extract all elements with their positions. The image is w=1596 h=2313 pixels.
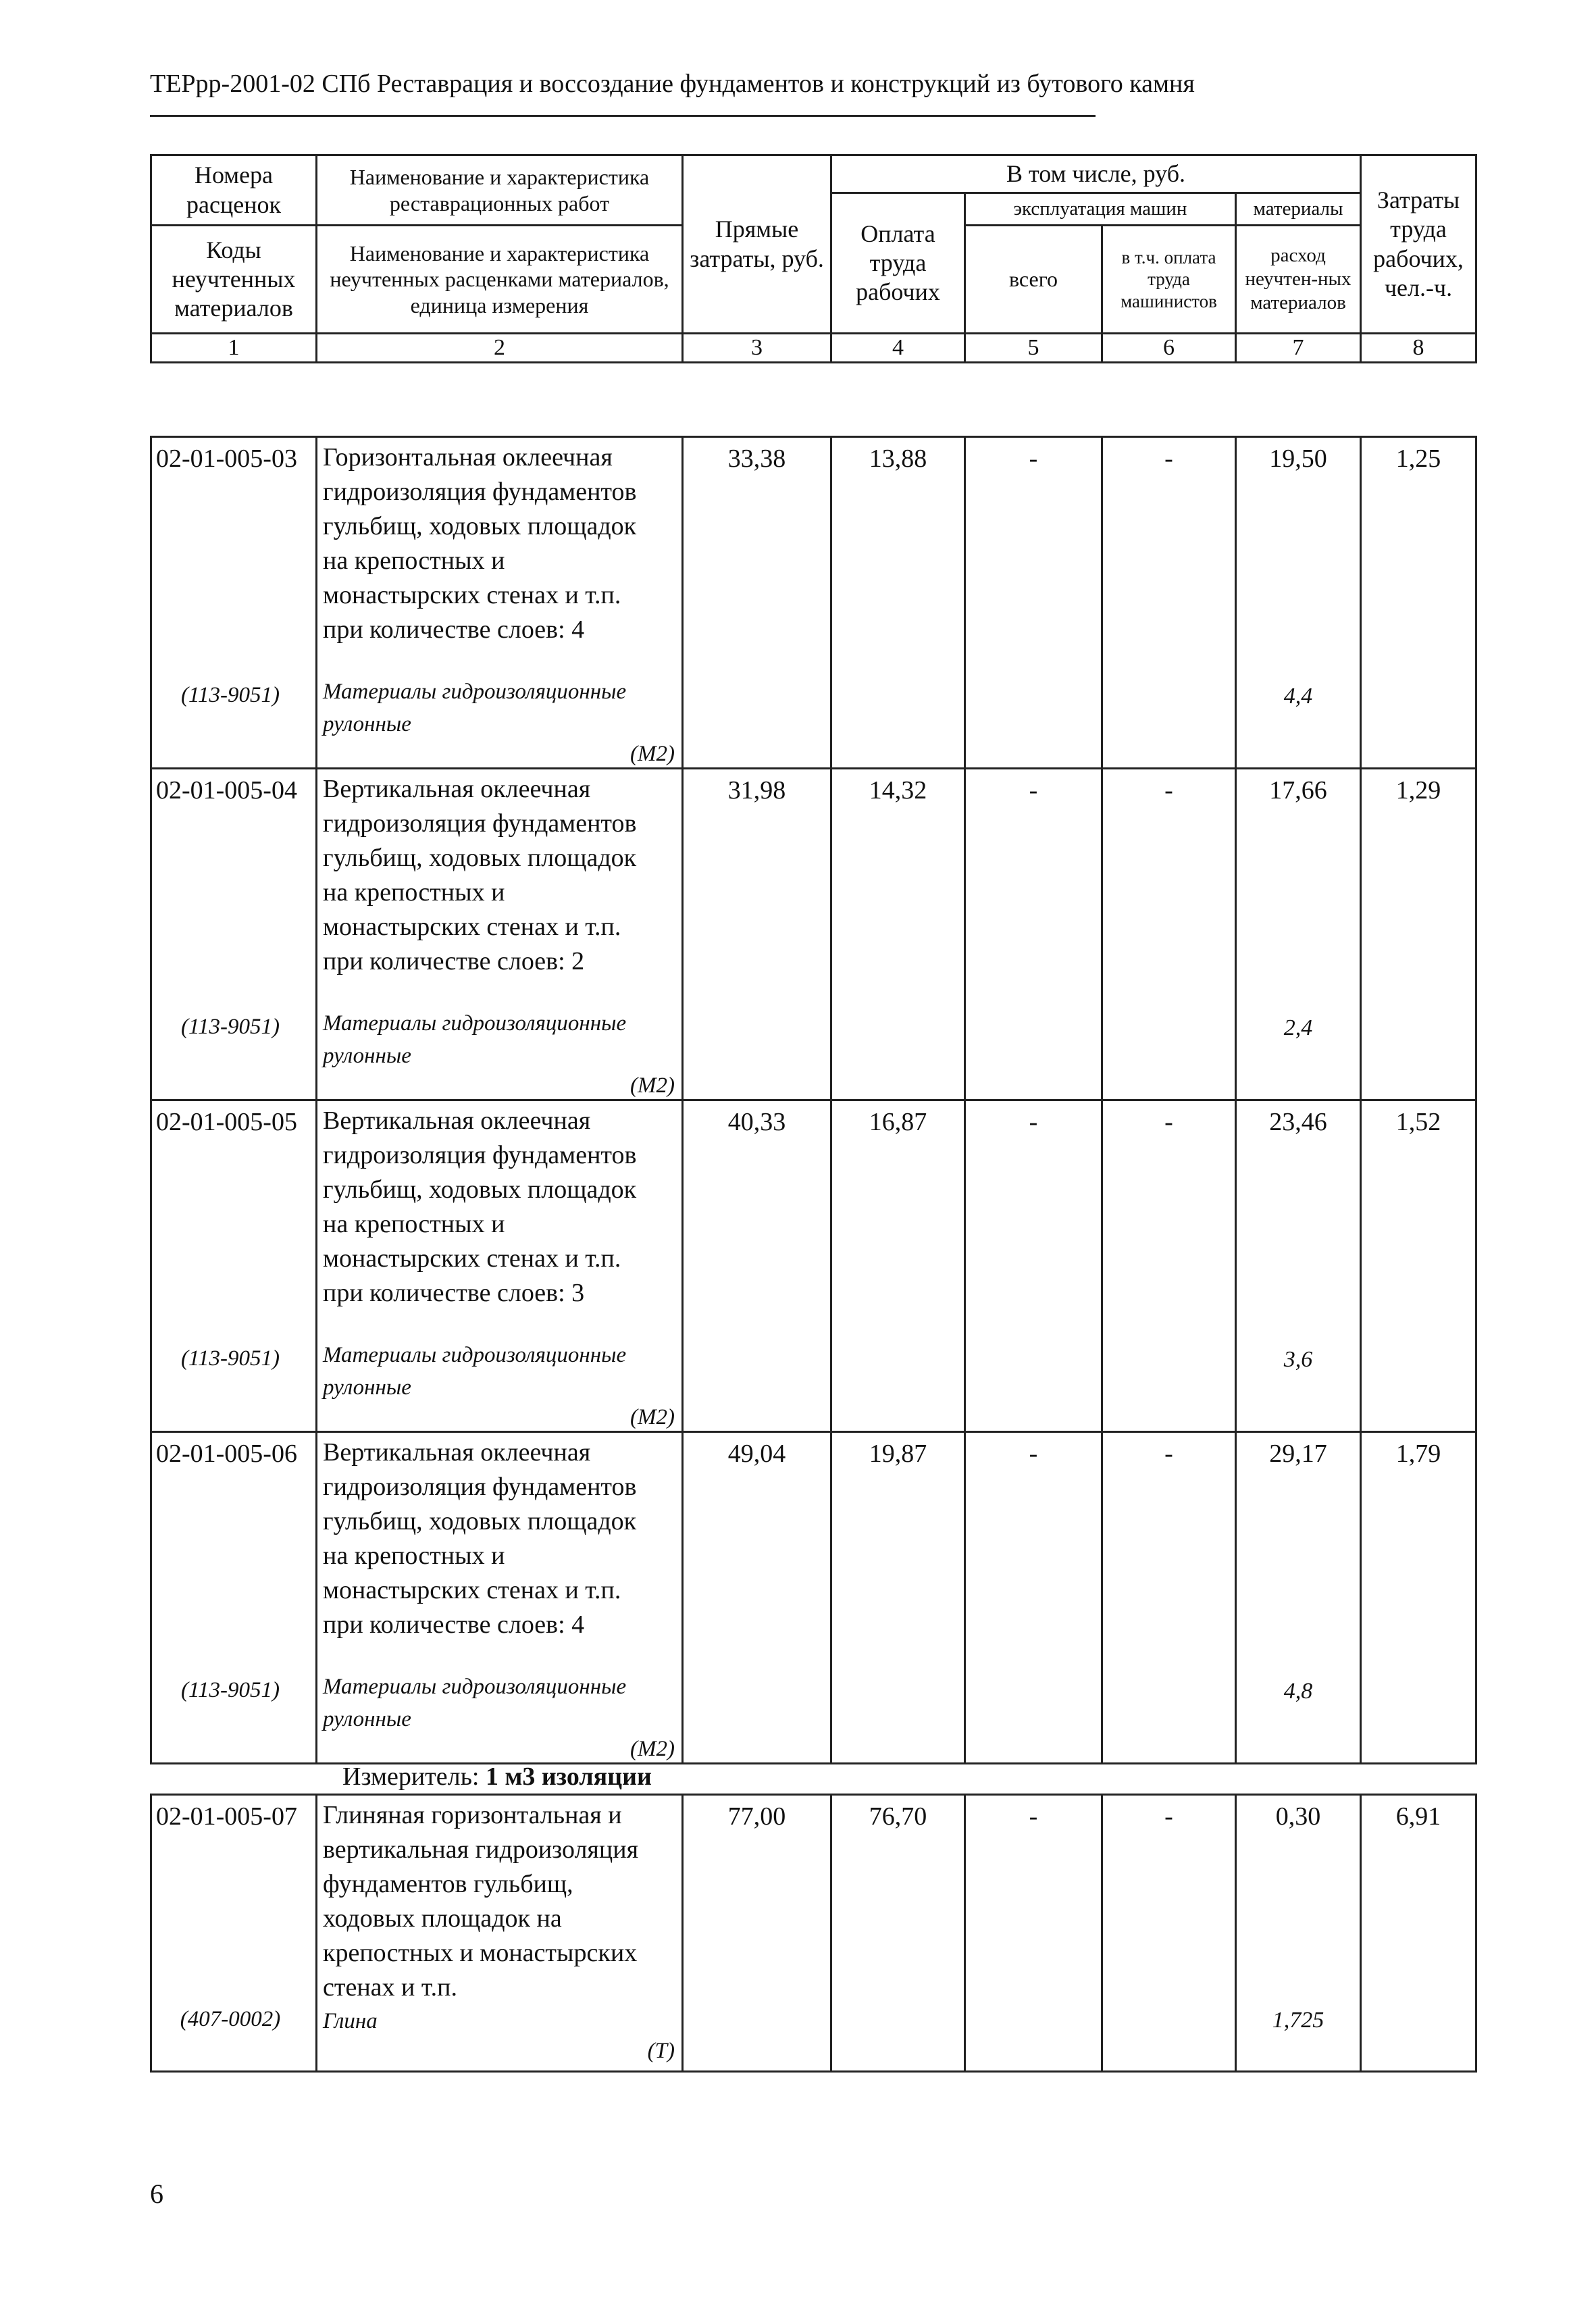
- material-usage: 4,4: [1283, 684, 1313, 709]
- table-row: [151, 769, 1476, 1100]
- header-material-codes: Коды неучтенных материалов: [151, 226, 317, 334]
- header-direct-costs: Прямые затраты, руб.: [683, 155, 831, 334]
- rate-description-cell: [317, 1795, 683, 2072]
- machinist-pay: -: [1102, 1100, 1236, 1432]
- material-code: (113-9051): [180, 1346, 280, 1371]
- materials-cost: [1236, 769, 1361, 1100]
- material-code: (113-9051): [180, 1678, 280, 1702]
- materials-value: 0,30: [1275, 1802, 1321, 1831]
- direct-costs: 49,04: [683, 1432, 831, 1764]
- material-code: (113-9051): [180, 683, 280, 707]
- material-unit: (М2): [630, 1073, 675, 1098]
- material-name-line: Материалы гидроизоляционные: [323, 1675, 627, 1699]
- materials-value: 29,17: [1269, 1440, 1327, 1468]
- description-line: на крепостных и: [323, 878, 505, 907]
- description-line: гидроизоляция фундаментов: [323, 809, 637, 838]
- labor-pay: 16,87: [831, 1100, 965, 1432]
- page-title: ТЕРрр-2001-02 СПб Реставрация и воссоздание фундаментов и конструкций из бутового камня: [150, 70, 1195, 98]
- description-line: при количестве слоев: 4: [323, 615, 585, 644]
- rate-description-cell: [317, 769, 683, 1100]
- rate-code-cell: [151, 437, 317, 769]
- machines-total: -: [965, 1432, 1102, 1764]
- header-materials: материалы: [1236, 193, 1361, 226]
- description-line: Глиняная горизонтальная и: [323, 1801, 622, 1829]
- material-usage: 1,725: [1272, 2008, 1324, 2033]
- labor-pay: 19,87: [831, 1432, 965, 1764]
- materials-cost: [1236, 1432, 1361, 1764]
- header-material-usage: расход неучтен-ных материалов: [1236, 226, 1361, 334]
- header-labor-pay: Оплата труда рабочих: [831, 193, 965, 334]
- rate-code: 02-01-005-04: [156, 776, 297, 805]
- labor-hours: 6,91: [1361, 1795, 1476, 2072]
- description-line: при количестве слоев: 4: [323, 1610, 585, 1639]
- materials-value: 17,66: [1269, 776, 1327, 805]
- rate-code-cell: [151, 769, 317, 1100]
- labor-pay: 76,70: [831, 1795, 965, 2072]
- rate-description-cell: [317, 1432, 683, 1764]
- header-machinist-pay: в т.ч. оплата труда машинистов: [1102, 226, 1236, 334]
- description-line: гидроизоляция фундаментов: [323, 478, 637, 506]
- measure-value: 1 м3 изоляции: [486, 1762, 652, 1791]
- labor-hours: 1,79: [1361, 1432, 1476, 1764]
- direct-costs: 77,00: [683, 1795, 831, 2072]
- material-name-line: Глина: [323, 2009, 378, 2033]
- description-line: Вертикальная оклеечная: [323, 1438, 591, 1467]
- material-name-line: рулонные: [323, 712, 411, 736]
- machinist-pay: -: [1102, 1432, 1236, 1764]
- description-line: гидроизоляция фундаментов: [323, 1473, 637, 1501]
- direct-costs: 31,98: [683, 769, 831, 1100]
- header-table: [150, 154, 1477, 363]
- measure-unit: [342, 1762, 652, 1791]
- table-row: [151, 1795, 1476, 2072]
- material-name-line: рулонные: [323, 1707, 411, 1731]
- header-labor-hours: Затраты труда рабочих, чел.-ч.: [1361, 155, 1476, 334]
- col-number: 1: [151, 334, 317, 363]
- material-name-line: рулонные: [323, 1044, 411, 1068]
- col-number: 5: [965, 334, 1102, 363]
- header-work-name: Наименование и характеристика реставрационных работ: [317, 155, 683, 226]
- header-machines: эксплуатация машин: [965, 193, 1236, 226]
- col-number: 4: [831, 334, 965, 363]
- description-line: ходовых площадок на: [323, 1904, 562, 1933]
- col-number: 8: [1361, 334, 1476, 363]
- material-unit: (М2): [630, 1737, 675, 1761]
- rate-description-cell: [317, 437, 683, 769]
- col-number: 6: [1102, 334, 1236, 363]
- materials-value: 23,46: [1269, 1108, 1327, 1136]
- rate-code: 02-01-005-07: [156, 1802, 297, 1831]
- material-name-line: рулонные: [323, 1375, 411, 1400]
- material-unit: (М2): [630, 1405, 675, 1429]
- description-line: монастырских стенах и т.п.: [323, 1576, 621, 1604]
- description-line: гульбищ, ходовых площадок: [323, 1175, 637, 1204]
- machinist-pay: -: [1102, 1795, 1236, 2072]
- materials-cost: [1236, 1795, 1361, 2072]
- material-usage: 2,4: [1283, 1015, 1313, 1040]
- material-unit: (Т): [647, 2039, 675, 2063]
- table-row: [151, 1432, 1476, 1764]
- material-code: (407-0002): [180, 2007, 281, 2031]
- materials-cost: [1236, 437, 1361, 769]
- materials-value: 19,50: [1269, 444, 1327, 473]
- description-line: Горизонтальная оклеечная: [323, 443, 613, 472]
- description-line: при количестве слоев: 3: [323, 1279, 585, 1307]
- direct-costs: 33,38: [683, 437, 831, 769]
- machines-total: -: [965, 1100, 1102, 1432]
- description-line: Вертикальная оклеечная: [323, 775, 591, 803]
- labor-hours: 1,29: [1361, 769, 1476, 1100]
- rates-table-2: [150, 1794, 1477, 2073]
- description-line: крепостных и монастырских: [323, 1939, 638, 1967]
- description-line: монастырских стенах и т.п.: [323, 913, 621, 941]
- material-unit: (М2): [630, 742, 675, 766]
- col-number: 7: [1236, 334, 1361, 363]
- header-including: В том числе, руб.: [831, 155, 1361, 193]
- page-number: 6: [150, 2179, 163, 2209]
- description-line: на крепостных и: [323, 547, 505, 575]
- measure-label: Измеритель:: [342, 1762, 486, 1791]
- machines-total: -: [965, 1795, 1102, 2072]
- material-name-line: Материалы гидроизоляционные: [323, 1011, 627, 1036]
- rate-code: 02-01-005-05: [156, 1108, 297, 1136]
- table-row: [151, 437, 1476, 769]
- description-line: гульбищ, ходовых площадок: [323, 844, 637, 872]
- labor-pay: 13,88: [831, 437, 965, 769]
- description-line: гидроизоляция фундаментов: [323, 1141, 637, 1169]
- title-underline: [150, 115, 1096, 117]
- col-number: 2: [317, 334, 683, 363]
- direct-costs: 40,33: [683, 1100, 831, 1432]
- rates-table: [150, 436, 1477, 1764]
- header-material-name: Наименование и характеристика неучтенных расценками материалов, единица измерения: [317, 226, 683, 334]
- description-line: на крепостных и: [323, 1542, 505, 1570]
- labor-hours: 1,25: [1361, 437, 1476, 769]
- description-line: Вертикальная оклеечная: [323, 1107, 591, 1135]
- material-name-line: Материалы гидроизоляционные: [323, 1343, 627, 1367]
- rate-code-cell: [151, 1795, 317, 2072]
- machines-total: -: [965, 437, 1102, 769]
- header-machines-total: всего: [965, 226, 1102, 334]
- header-rate-number: Номера расценок: [151, 155, 317, 226]
- description-line: вертикальная гидроизоляция: [323, 1835, 639, 1864]
- description-line: фундаментов гульбищ,: [323, 1870, 573, 1898]
- machinist-pay: -: [1102, 437, 1236, 769]
- rate-code-cell: [151, 1100, 317, 1432]
- labor-hours: 1,52: [1361, 1100, 1476, 1432]
- material-code: (113-9051): [180, 1015, 280, 1039]
- rate-description-cell: [317, 1100, 683, 1432]
- material-usage: 3,6: [1283, 1347, 1313, 1372]
- description-line: при количестве слоев: 2: [323, 947, 585, 975]
- rate-code: 02-01-005-06: [156, 1440, 297, 1468]
- description-line: на крепостных и: [323, 1210, 505, 1238]
- rate-code-cell: [151, 1432, 317, 1764]
- description-line: монастырских стенах и т.п.: [323, 1244, 621, 1273]
- description-line: гульбищ, ходовых площадок: [323, 1507, 637, 1535]
- machines-total: -: [965, 769, 1102, 1100]
- materials-cost: [1236, 1100, 1361, 1432]
- description-line: монастырских стенах и т.п.: [323, 581, 621, 609]
- material-usage: 4,8: [1283, 1679, 1313, 1704]
- table-row: [151, 1100, 1476, 1432]
- description-line: стенах и т.п.: [323, 1973, 457, 2002]
- rate-code: 02-01-005-03: [156, 444, 297, 473]
- labor-pay: 14,32: [831, 769, 965, 1100]
- machinist-pay: -: [1102, 769, 1236, 1100]
- material-name-line: Материалы гидроизоляционные: [323, 680, 627, 704]
- description-line: гульбищ, ходовых площадок: [323, 512, 637, 540]
- col-number: 3: [683, 334, 831, 363]
